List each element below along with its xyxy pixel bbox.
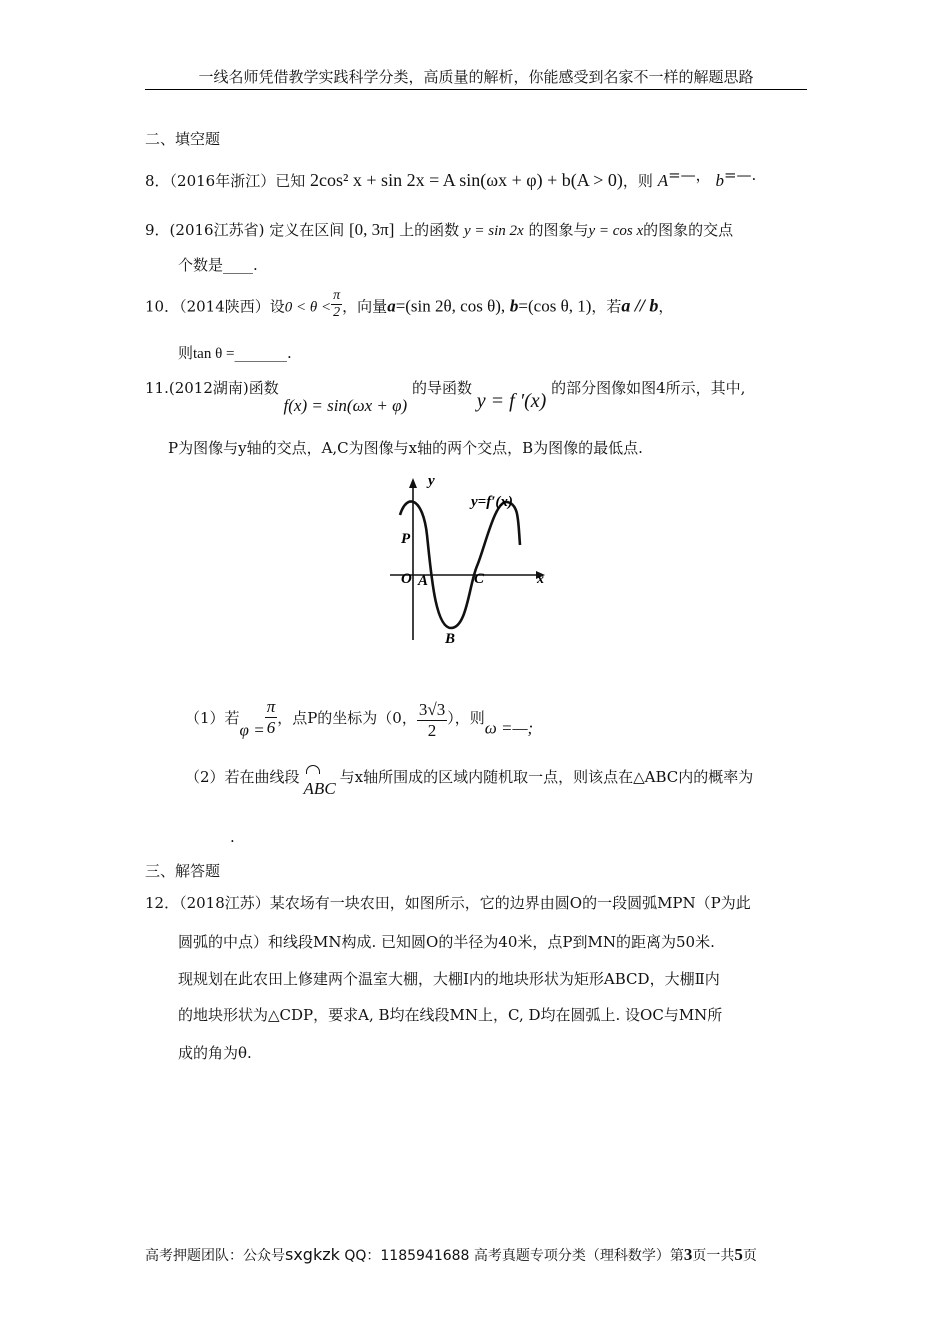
question-8 (145, 164, 756, 191)
header-rule (145, 89, 807, 90)
q12-line-4: 的地块形状为△CDP，要求A, B均在线段MN上，C, D均在圆弧上. 设OC与MN所 (178, 1006, 723, 1024)
q12-line-3: 现规划在此农田上修建两个温室大棚，大棚Ⅰ内的地块形状为矩形ABCD，大棚Ⅱ内 (178, 970, 720, 988)
q11-part2 (185, 766, 754, 798)
section-title-answers: 三、解答题 (145, 862, 221, 880)
q10-vector-b-value: =(cos θ, 1) (518, 296, 592, 316)
q11-part1-coord-fraction (417, 700, 447, 741)
q11-part1-phi-fraction (265, 697, 278, 738)
q9-func2: y = cos x (588, 223, 644, 239)
footer-end: 页 (742, 1248, 757, 1264)
q11-derivative-graph (385, 470, 560, 650)
q10-condition: 0 < θ < (284, 299, 332, 316)
q11-part1-phi-num: π (266, 697, 276, 716)
q10-vector-a: a (387, 296, 396, 316)
point-p-label: P (401, 531, 411, 547)
footer-team: 高考押题团队：公众号 (145, 1248, 285, 1264)
q12-line-5: 成的角为θ. (178, 1044, 252, 1062)
q8-then: ，则 (622, 172, 653, 190)
q11-source: (2012湖南)函数 (168, 379, 279, 397)
q11-text2: 的部分图像如图4所示，其中, (551, 379, 746, 397)
q8-var-a: A (657, 171, 669, 190)
q10-source: （2014陕西）设 (179, 297, 285, 316)
q8-number: 8． (145, 172, 170, 190)
q11-part2-arc (304, 779, 336, 798)
q11-part1-coord-den: 2 (427, 721, 437, 740)
y-axis-label: y (428, 473, 435, 489)
q11-text1: 的导函数 (411, 379, 472, 397)
q8-source: （2016年浙江）已知 (169, 172, 306, 190)
q9-text1: 上的函数 (399, 221, 460, 239)
q10-number: 10． (145, 297, 180, 316)
q12-number: 12． (145, 894, 180, 912)
derivative-curve (400, 501, 520, 628)
q10-line2-pre: 则 (178, 344, 194, 362)
point-b-label: B (445, 631, 456, 647)
q10-parallel: a // b (621, 295, 659, 316)
q8-formula: 2cos² x + sin 2x = A sin(ωx + φ) + b(A > 0) (310, 170, 623, 190)
q9-text2: 的图象与 (528, 221, 589, 239)
q10-answer-blank: _______. (234, 344, 292, 362)
q11-part1-omega: ω =—; (484, 718, 534, 738)
q10-text2: ，若 (591, 297, 622, 316)
section-title-fill-in: 二、填空题 (145, 130, 221, 148)
q11-line2: P为图像与y轴的交点，A,C为图像与x轴的两个交点，B为图像的最低点. (168, 439, 643, 457)
footer-mid: 页一共 (692, 1248, 735, 1264)
q10-frac-num: π (333, 288, 341, 303)
y-axis-arrow (409, 478, 417, 488)
point-a-label: A (418, 573, 429, 589)
q9-source: (2016江苏省) 定义在区间 (169, 221, 345, 239)
q11-derivative: y = f ′(x) (476, 390, 547, 412)
q12-line-2: 圆弧的中点）和线段MN构成. 已知圆O的半径为40米，点P到MN的距离为50米. (178, 933, 715, 951)
q11-part1-mid: ，点P的坐标为（0， (277, 709, 417, 727)
q9-func1: y = sin 2x (463, 223, 524, 239)
q8-var-b: b (715, 171, 724, 190)
q11-number: 11. (145, 379, 169, 397)
curve-label: y=f′(x) (471, 494, 513, 510)
q9-line2: 个数是____. (178, 256, 258, 274)
q11-part2-pre: （2）若在曲线段 (185, 768, 300, 786)
point-c-label: C (474, 571, 485, 587)
q11-part1-post: ），则 (447, 709, 485, 727)
q10-frac-den: 2 (333, 305, 341, 320)
q11-part2-post: 与x轴所围成的区域内随机取一点，则该点在△ABC内的概率为 (339, 768, 754, 786)
q11-function: f(x) = sin(ωx + φ) (283, 396, 408, 415)
footer-brand: sxgkzk (285, 1245, 340, 1264)
q10-end: ， (658, 297, 674, 316)
q8-answer-a: =—， (668, 166, 711, 184)
q11-part1-phi: φ = (239, 720, 265, 740)
x-axis-label: x (537, 572, 544, 587)
page-footer (145, 1245, 757, 1265)
q9-number: 9． (145, 221, 170, 239)
origin-label: O (401, 571, 412, 587)
q9-interval: [0, 3π] (348, 220, 395, 239)
q8-answer-b: =—. (723, 166, 757, 184)
q11-part2-arc-label: ABC (303, 779, 336, 798)
question-9 (145, 219, 733, 240)
q10-text1: ，向量 (342, 297, 388, 316)
q10-vector-a-value: =(sin 2θ, cos θ), (395, 296, 506, 316)
footer-page-number: 3 (683, 1245, 693, 1264)
footer-total-pages: 5 (734, 1245, 743, 1264)
q11-part1-phi-den: 6 (266, 718, 276, 737)
q11-part1-coord-num: 3√3 (418, 700, 446, 719)
q11-part1-pre: （1）若 (185, 709, 240, 727)
arc-mark (306, 765, 320, 774)
question-10 (145, 288, 674, 321)
q10-tan-expr: tan θ = (193, 346, 235, 362)
page-header: 一线名师凭借教学实践科学分类，高质量的解析，你能感受到名家不一样的解题思路 (198, 68, 754, 86)
footer-qq: QQ：1185941688 高考真题专项分类（理科数学）第 (344, 1248, 684, 1264)
q10-line2 (178, 342, 292, 363)
question-11 (145, 376, 746, 415)
q12-line-1: （2018江苏）某农场有一块农田，如图所示，它的边界由圆O的一段圆弧MPN（P为此 (179, 894, 751, 912)
q11-part2-end: . (230, 828, 235, 846)
question-12 (145, 892, 751, 913)
q10-fraction (331, 288, 342, 321)
q9-text3: 的图象的交点 (643, 221, 734, 239)
q10-vector-b: b (509, 296, 519, 316)
q11-part1 (185, 694, 533, 741)
